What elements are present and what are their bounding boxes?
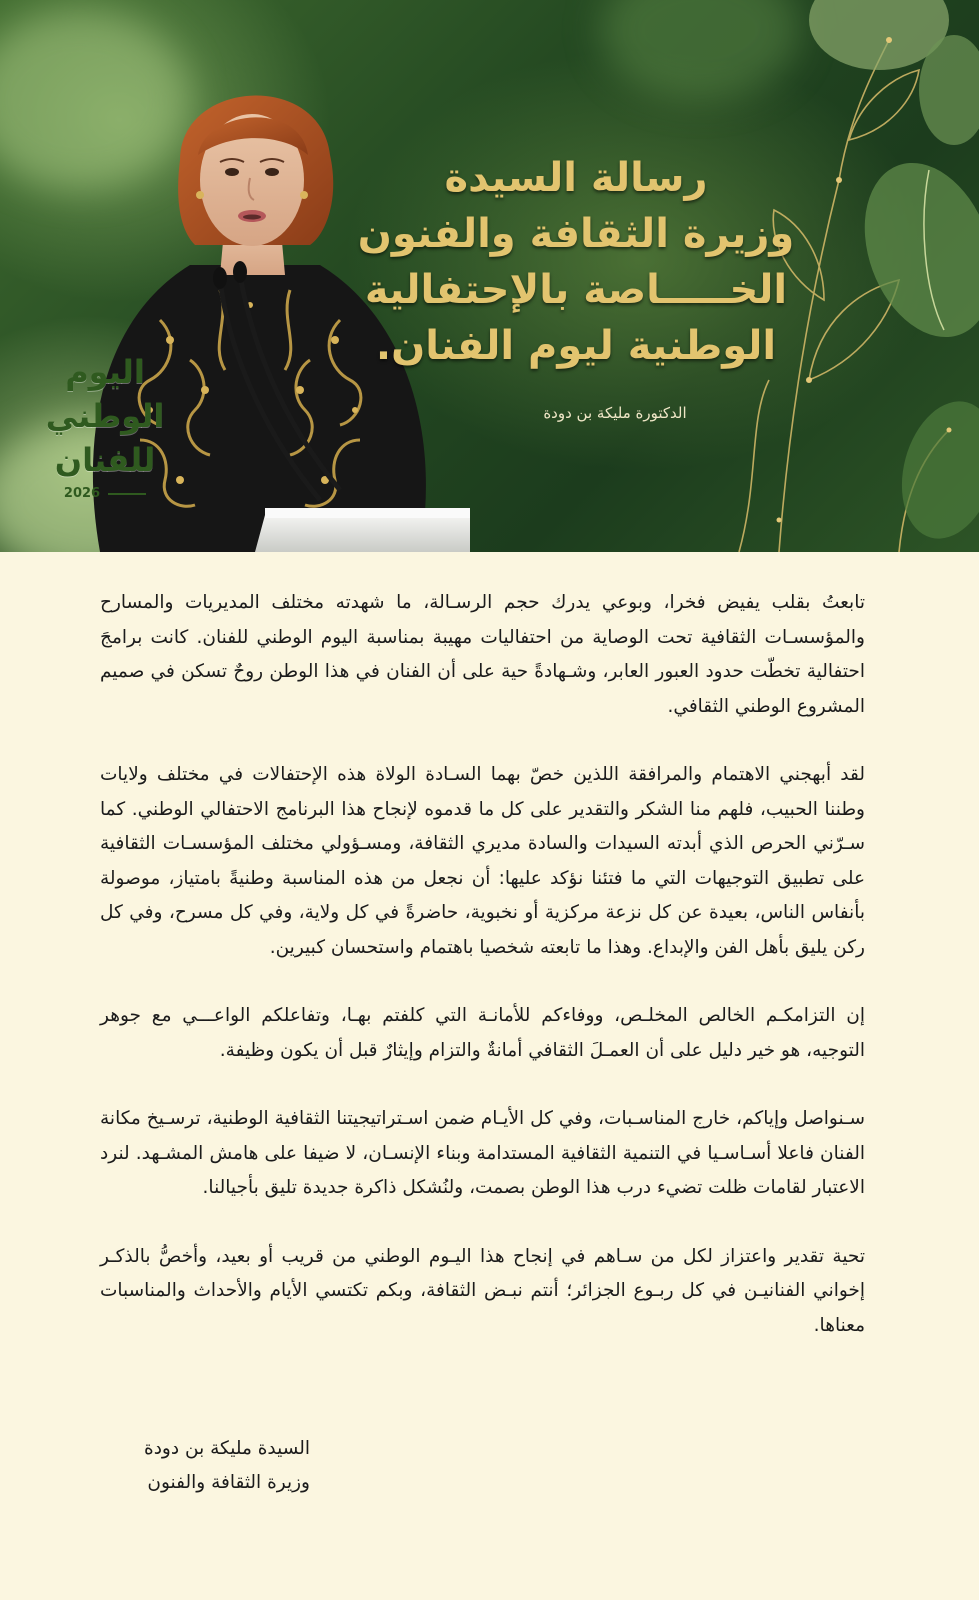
headline-line-3: الخـــــاصة بالإحتفالية bbox=[364, 267, 788, 313]
logo-line-3: للفنان bbox=[54, 441, 156, 479]
letter-body bbox=[100, 586, 865, 1377]
logo-year: 2026 bbox=[63, 486, 101, 501]
headline-line-2: وزيرة الثقافة والفنون bbox=[357, 211, 795, 257]
headline-line-1: رسالة السيدة bbox=[444, 155, 708, 201]
header-banner bbox=[0, 0, 979, 552]
letter-paragraph-3: إن التزامكـم الخالص المخلـص، ووفاءكم للأمانـة التي كلفتم بهـا، وتفاعلكم الواعـــي مع جوهر التوجيه، هو خير دليل على أن العمـلَ الثقافي أمانةٌ والتزام وإيثارٌ قبل أن يكون وظيفة. bbox=[100, 1005, 865, 1061]
headline bbox=[341, 150, 811, 374]
logo-year-row bbox=[40, 486, 170, 501]
logo-line-1: اليوم bbox=[65, 353, 145, 391]
headline-line-4: الوطنية ليوم الفنان. bbox=[375, 323, 777, 369]
letter-paragraph-5: تحية تقدير واعتزاز لكل من سـاهم في إنجاح هذا اليـوم الوطني من قريب أو بعيد، وأخصُّ بالذكـر إخواني الفنانيـن في كل ربـوع الجزائر؛ أنتم نبـض الثقافة، وبكم تكتسي الأيام والأحداث والمناسبات معناها. bbox=[100, 1245, 865, 1336]
letter-paragraph-2: لقد أبهجني الاهتمام والمرافقة اللذين خصّ بهما السـادة الولاة هذه الإحتفالات في مختلف ولايات وطننا الحبيب، فلهم منا الشكر والتقدير على كل ما قدموه لإنجاح هذا البرنامج الاحتفالي الوطني. كما سـرّني الحرص الذي أبدته السيدات والسادة مديري الثقافة، ومسـؤولي مختلف المؤسسـات الثقافية على تطبيق التوجيهات التي ما فتئنا نؤكد عليها: أن نجعل من هذه المناسبة وطنيةً بامتياز، موصولة بأنفاس الناس، بعيدة عن كل نزعة مركزية أو نخبوية، حاضرةً في كل ولاية، وفي كل مسرح، وفي كل ركن يليق بأهل الفن والإبداع. وهذا ما تابعته شخصيا باهتمام واستحسان كبيرين. bbox=[100, 764, 865, 958]
signature-title: وزيرة الثقافة والفنون bbox=[147, 1472, 310, 1493]
letter-paragraph-1: تابعتُ بقلب يفيض فخرا، وبوعي يدرك حجم الرسـالة، ما شهدته مختلف المديريات والمسارح والمؤسسـات الثقافية تحت الوصاية من احتفاليات مهيبة بمناسبة اليوم الوطني للفنان. كانت برامجَ احتفالية تخطّت حدود العبور العابر، وشـهادةً حية على أن الفنان في هذا الوطن روحٌ تسكن في صميم المشروع الوطني الثقافي. bbox=[100, 592, 865, 717]
signature-block bbox=[90, 1432, 310, 1500]
artist-day-logo bbox=[40, 350, 170, 510]
signature-name: السيدة مليكة بن دودة bbox=[144, 1438, 310, 1459]
letter-paragraph-4: سـنواصل وإياكم، خارج المناسـبات، وفي كل الأيـام ضمن اسـتراتيجيتنا الثقافية الوطنية، ترسـيخ مكانة الفنان فاعلا أسـاسـيا في التنمية الثقافية المستدامة وبناء الإنسـان، لا ضيفا على هامش المشـهد. لنرد الاعتبار لقامات ظلت تضيء درب هذا الوطن بصمت، ولنُشكل ذاكرة جديدة تليق بأجيالنا. bbox=[100, 1108, 865, 1198]
byline: الدكتورة مليكة بن دودة bbox=[543, 404, 687, 422]
logo-rule bbox=[108, 493, 146, 495]
logo-line-2: الوطني bbox=[45, 397, 165, 435]
